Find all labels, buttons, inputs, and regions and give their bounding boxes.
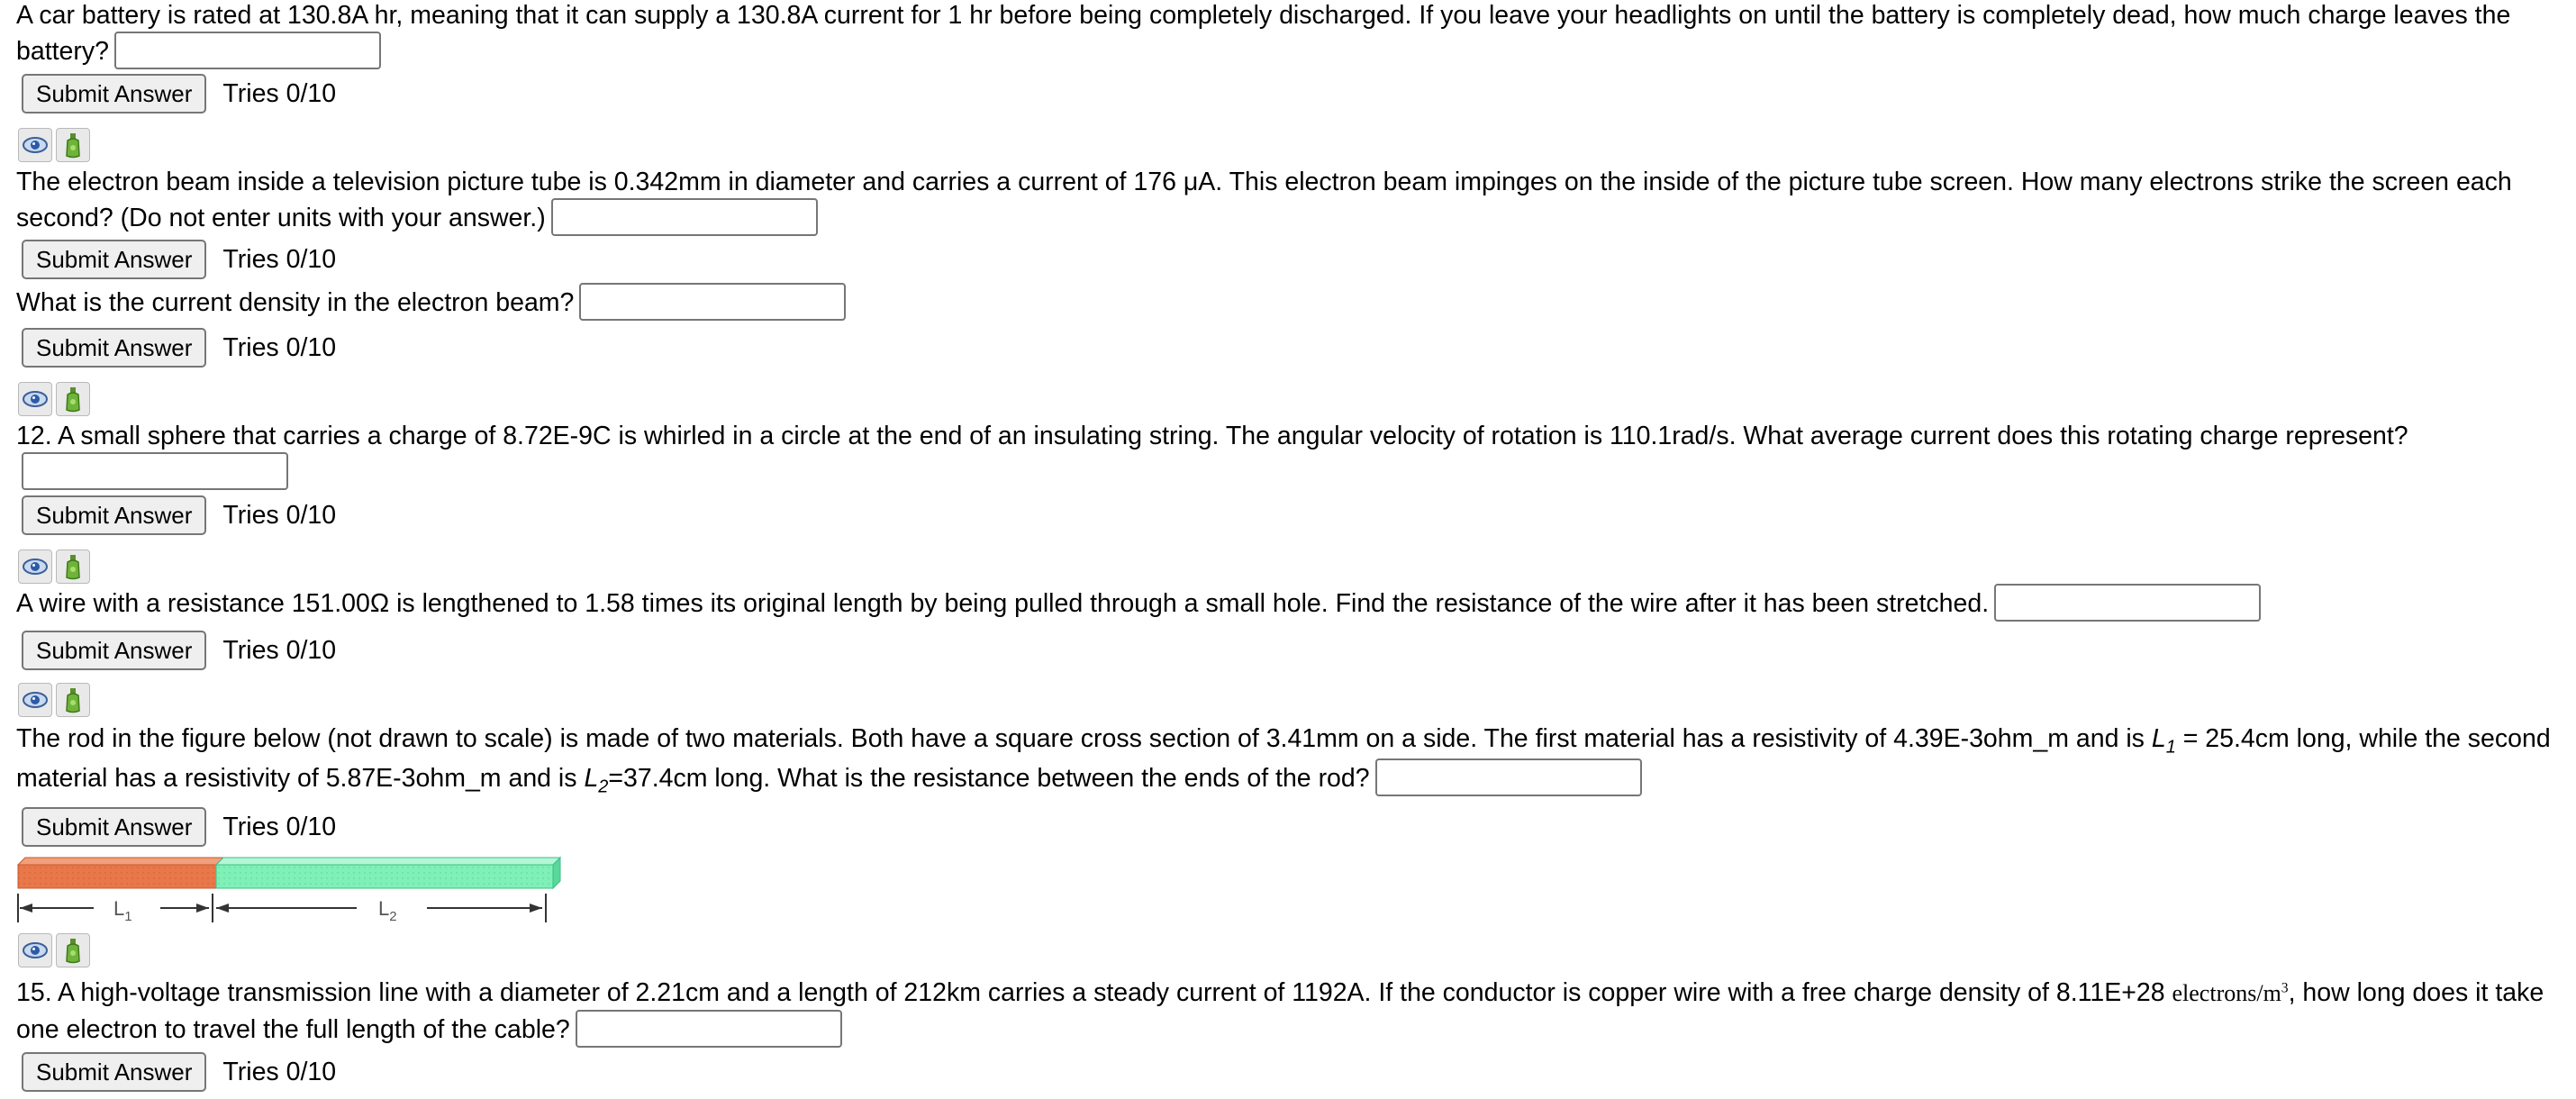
answer-input[interactable] bbox=[576, 1010, 842, 1048]
answer-input[interactable] bbox=[579, 283, 846, 321]
submit-row bbox=[22, 74, 336, 114]
green-bottle-icon[interactable] bbox=[56, 550, 90, 584]
question-two-material-rod bbox=[16, 719, 2562, 798]
submit-answer-button[interactable]: Submit Answer bbox=[22, 240, 206, 279]
green-bottle-icon[interactable] bbox=[56, 382, 90, 416]
hint-eye-icon[interactable] bbox=[18, 683, 52, 717]
question-text-part2: = 25.4cm long, while the second material has a resistivity of 5.87E-3ohm_m and is bbox=[16, 724, 2551, 793]
answer-input[interactable] bbox=[551, 198, 818, 236]
question-text: What is the current density in the electron beam? bbox=[16, 288, 575, 317]
subscript-2: 2 bbox=[598, 777, 609, 797]
hint-eye-icon[interactable] bbox=[18, 933, 52, 967]
answer-input[interactable] bbox=[114, 32, 381, 69]
symbol-L: L bbox=[2151, 724, 2166, 753]
question-rotating-charge bbox=[16, 418, 2562, 492]
question-stretched-wire bbox=[16, 586, 2562, 623]
answer-input[interactable] bbox=[1375, 758, 1642, 796]
question-text: 12. A small sphere that carries a charge of 8.72E-9C is whirled in a circle at the end of an insulating string. The angular velocity of rotation is 110.1rad/s. What average current does this rotating charge represent? bbox=[16, 422, 2408, 450]
submit-answer-button[interactable]: Submit Answer bbox=[22, 495, 206, 535]
submit-answer-button[interactable]: Submit Answer bbox=[22, 328, 206, 368]
question-text-part3: =37.4cm long. What is the resistance between the ends of the rod? bbox=[608, 764, 1370, 793]
submit-answer-button[interactable]: Submit Answer bbox=[22, 631, 206, 670]
label-L1: $L_1$ bbox=[113, 897, 132, 924]
tries-counter: Tries 0/10 bbox=[222, 333, 337, 362]
rod-figure bbox=[16, 854, 566, 931]
unit-electrons-per-m3: electrons/$m^3$ bbox=[2172, 980, 2289, 1006]
hint-eye-icon[interactable] bbox=[18, 382, 52, 416]
tries-counter: Tries 0/10 bbox=[222, 636, 337, 665]
question-text-part1: 15. A high-voltage transmission line with a diameter of 2.21cm and a length of 212km carries a steady current of 1192A. If the conductor is copper wire with a free charge density of 8.11E+28 bbox=[16, 978, 2172, 1007]
icon-group bbox=[18, 550, 90, 584]
submit-answer-button[interactable]: Submit Answer bbox=[22, 74, 206, 114]
icon-group bbox=[18, 933, 90, 967]
tries-counter: Tries 0/10 bbox=[222, 501, 337, 530]
question-text-part1: The rod in the figure below (not drawn to scale) is made of two materials. Both have a square cross section of 3.41mm on a side. The first material has a resistivity of 4.39E-3ohm_m and is bbox=[16, 724, 2152, 753]
icon-group bbox=[18, 382, 90, 416]
submit-row bbox=[22, 328, 336, 368]
tries-counter: Tries 0/10 bbox=[222, 1058, 337, 1086]
symbol-L: L bbox=[584, 764, 599, 793]
green-bottle-icon[interactable] bbox=[56, 933, 90, 967]
subscript-1: 1 bbox=[2165, 737, 2176, 758]
question-text-part2: , how long does it take one electron to travel the full length of the cable? bbox=[16, 978, 2544, 1044]
question-text: The electron beam inside a television picture tube is 0.342mm in diameter and carries a current of 176 μA. This electron beam impinges on the inside of the picture tube screen. How many electrons strike the screen each second? (Do not enter units with your answer.) bbox=[16, 168, 2512, 232]
answer-input[interactable] bbox=[1994, 584, 2261, 622]
submit-row bbox=[22, 807, 336, 847]
submit-row bbox=[22, 1052, 336, 1092]
submit-row bbox=[22, 240, 336, 279]
tries-counter: Tries 0/10 bbox=[222, 813, 337, 841]
icon-group bbox=[18, 683, 90, 717]
hint-eye-icon[interactable] bbox=[18, 550, 52, 584]
question-text: A wire with a resistance 151.00Ω is lengthened to 1.58 times its original length by being pulled through a small hole. Find the resistance of the wire after it has been stretched. bbox=[16, 589, 1990, 618]
submit-answer-button[interactable]: Submit Answer bbox=[22, 807, 206, 847]
label-L2: $L_2$ bbox=[378, 897, 397, 924]
answer-input[interactable] bbox=[22, 452, 288, 490]
tries-counter: Tries 0/10 bbox=[222, 79, 337, 108]
question-car-battery bbox=[16, 0, 2562, 71]
green-bottle-icon[interactable] bbox=[56, 683, 90, 717]
dimension-lines bbox=[18, 894, 546, 922]
submit-answer-button[interactable]: Submit Answer bbox=[22, 1052, 206, 1092]
question-current-density bbox=[16, 285, 2562, 322]
question-text: A car battery is rated at 130.8A hr, meaning that it can supply a 130.8A current for 1 hr before being completely discharged. If you leave your headlights on until the battery is completely dead, how much charge leaves the battery? bbox=[16, 1, 2511, 66]
submit-row bbox=[22, 631, 336, 670]
green-bottle-icon[interactable] bbox=[56, 128, 90, 162]
question-transmission-line bbox=[16, 975, 2562, 1049]
question-electron-count bbox=[16, 164, 2562, 238]
tries-counter: Tries 0/10 bbox=[222, 245, 337, 274]
rod-material-2 bbox=[216, 858, 560, 888]
hint-eye-icon[interactable] bbox=[18, 128, 52, 162]
submit-row bbox=[22, 495, 336, 535]
icon-group bbox=[18, 128, 90, 162]
rod-material-1 bbox=[18, 858, 223, 888]
